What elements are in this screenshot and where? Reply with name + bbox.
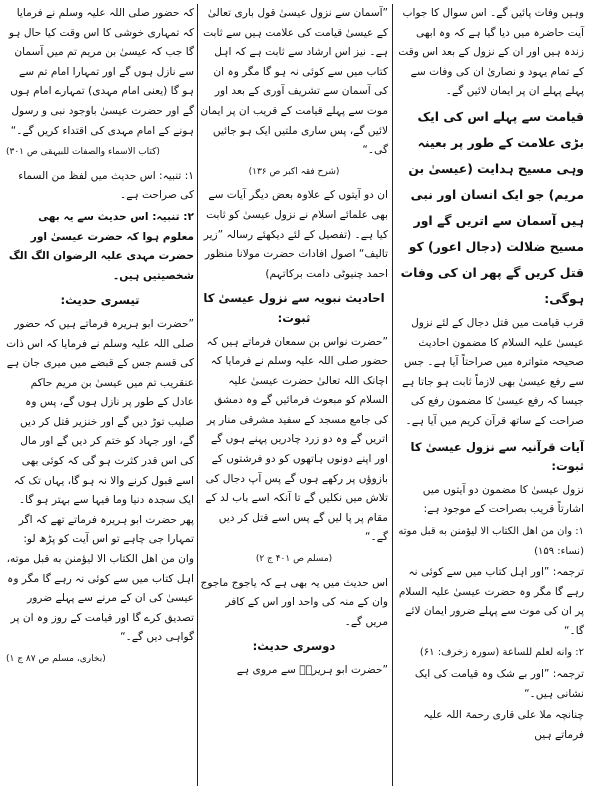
section-heading: آیات قرآنیہ سے نزول عیسیٰ کا ثبوت: xyxy=(410,439,584,474)
highlight-paragraph: قیامت سے پہلے اس کی ایک بڑی علامت کے طور پر بعینہ وہی مسیح ہدایت (عیسیٰ بن مریم) جو ایک انسان اور نبی ہیں آسمان سے اتریں گے اور مسیح ضلالت (دجال اعور) کو قتل کریں گے پھر ان کی وفات ہوگی: xyxy=(400,108,584,306)
citation: (کتاب الاسماء والصفات للبیہقی ص ۳۰۱) xyxy=(6,147,160,158)
note: ۲: تنبیہ: اس حدیث سے یہ بھی معلوم ہوا کہ حضرت عیسیٰ اور حضرت مہدی علیہ الرضوان الگ الگ شخصیتیں ہیں۔ xyxy=(8,210,194,282)
paragraph: وہیں وفات پائیں گے۔ اس سوال کا جواب آیت حاضرہ میں دیا گیا ہے کہ وہ ابھی زندہ ہیں اور ان کے نزول کے بعد اس وقت کے تمام یہود و نصاریٰ ان کی وفات سے پہلے پہلے ان پر ایمان لائیں گے۔ xyxy=(398,7,584,98)
hadith-text: کہ حضور صلی اللہ علیہ وسلم نے فرمایا کہ تمہاری خوشی کا اس وقت کیا حال ہو گا جب کہ عیسیٰ بن مریم تم میں آسمان سے نازل ہوں گے اور تمہارا امام تم سے ہو گا (یعنی امام مہدی) تمہارے امام ہوں گے اور حضرت عیسیٰ باوجود نبی و رسول ہونے کے امام مہدی کی اقتداء کریں گے۔“ xyxy=(8,7,194,137)
quotation: ”آسمان سے نزول عیسیٰ قول باری تعالیٰ کے عیسیٰ قیامت کی علامت ہیں سے ثابت ہے۔ نیز اس ارشاد سے ثابت ہے کہ اہل کتاب میں سے کوئی نہ ہو گا مگر وہ ان کی آسمان سے تشریف آوری کے بعد اور موت سے پہلے قیامت کے قریب ان پر ایمان لائیں گے، پس ساری ملتیں ایک ہو جائیں گی۔“ xyxy=(200,7,388,157)
hadith-text: ”حضرت نواس بن سمعان فرماتے ہیں کہ حضور صلی اللہ علیہ وسلم نے فرمایا کہ اچانک اللہ تعالیٰ حضرت عیسیٰ علیہ السلام کو مبعوث فرمائیں گے وہ دمشق کی جامع مسجد کے سفید مشرقی منار پر اتریں گے وہ دو زرد چادریں پہنے ہوں گے اور اپنے دونوں ہاتھوں کو دو فرشتوں کے بازوؤں پر رکھے ہوں گے پس آپ دجال کی تلاش میں نکلیں گے تا آنکہ اسے باب لد کے مقام پر پا لیں گے پس اسے قتل کر دیں گے۔“ xyxy=(205,335,388,544)
paragraph: ان دو آیتوں کے علاوہ بعض دیگر آیات سے بھی علمائے اسلام نے نزول عیسیٰ کو ثابت کیا ہے۔ (تفصیل کے لئے دیکھئے رسالہ ”زیر تالیف“ اصول افادات حضرت مولانا منظور احمد چنیوٹی دامت برکاتہم) xyxy=(203,189,388,280)
translation: ترجمہ: ”اور بے شک وہ قیامت کی ایک نشانی ہیں۔“ xyxy=(414,668,584,700)
paragraph: اس حدیث میں یہ بھی ہے کہ یاجوج ماجوج وان کے منہ کی واحد اور اس کے کافر مریں گے۔ xyxy=(200,576,388,628)
quran-verse: ۱: وان من اهل الكتاب الا ليؤمنن به قبل موته (نساء: ۱۵۹) xyxy=(398,525,584,557)
hadith-text: ”حضرت ابو ہریرہؓ سے مروی ہے xyxy=(236,664,388,676)
citation: (بخاری، مسلم ص ۸۷ ج ۱) xyxy=(6,654,106,664)
paragraph: نزول عیسیٰ کا مضمون دو آیتوں میں اشارتاً قریب بصراحت کے موجود ہے: xyxy=(422,483,584,516)
note: ۱: تنبیہ: اس حدیث میں لفظ من السماء کی صراحت ہے۔ xyxy=(18,169,194,202)
column-divider xyxy=(392,4,393,786)
column-left xyxy=(6,4,194,674)
paragraph: قرب قیامت میں قتل دجال کے لئے نزول عیسیٰ علیہ السلام کا مضمون احادیث صحیحہ متواترہ میں صراحتاً آیا ہے۔ جس سے رفع عیسیٰ بھی لازماً ثابت ہو جاتا ہے جیسا کہ رفع عیسیٰ کا مضمون رفع کی صراحت کے ساتھ قرآن کریم میں آیا ہے۔ xyxy=(402,316,584,427)
section-heading: دوسری حدیث: xyxy=(252,639,336,654)
column-divider xyxy=(197,4,198,786)
citation: (مسلم ص ۴۰۱ ج ۲) xyxy=(255,554,333,565)
column-right xyxy=(396,4,584,747)
column-middle xyxy=(200,4,388,683)
section-heading: احادیث نبویہ سے نزول عیسیٰ کا ثبوت: xyxy=(203,291,385,325)
section-heading: تیسری حدیث: xyxy=(60,293,140,308)
translation: ترجمہ: ”اور اہل کتاب میں سے کوئی نہ رہے گا مگر وہ حضرت عیسیٰ علیہ السلام پر ان کی موت سے پہلے ضرور ایمان لائے گا۔“ xyxy=(398,566,584,637)
hadith-text: ”حضرت ابو ہریرہ فرماتے ہیں کہ حضور صلی اللہ علیہ وسلم نے فرمایا کہ اس ذات کی قسم جس کے قبضے میں میری جان ہے عنقریب تم میں عیسیٰ بن مریم حاکم عادل کے طور پر نازل ہوں گے، پس وہ صلیب توڑ دیں گے اور خنزیر قتل کر دیں گے، اور جہاد کو ختم کر دیں گے اور مال کی اس قدر کثرت ہو گی کہ کوئی بھی اسے قبول کرنے والا نہ ہو گا، یہاں تک کہ ایک سجدہ دنیا وما فیہا سے بہتر ہو گا۔ پھر حضرت ابو ہریرہ فرماتے تھے کہ اگر تمہارا جی چاہے تو اس آیت کو پڑھ لو: وان من اهل الكتاب الا ليؤمنن به قبل موته، اہل کتاب میں سے کوئی نہ رہے گا مگر وہ عیسیٰ کی ان کے مرنے سے پہلے ضرور تصدیق کرے گا اور قیامت کے روز وہ ان پر گواہی دیں گے۔“ xyxy=(6,317,194,644)
paragraph: چنانچہ ملا علی قاری رحمۃ اللہ علیہ فرماتے ہیں xyxy=(423,709,584,741)
citation: (شرح فقہ اکبر ص ۱۳۶) xyxy=(248,166,340,177)
quran-verse: ۲: وانه لعلم للساعة (سورہ زخرف: ۶۱) xyxy=(419,647,584,659)
